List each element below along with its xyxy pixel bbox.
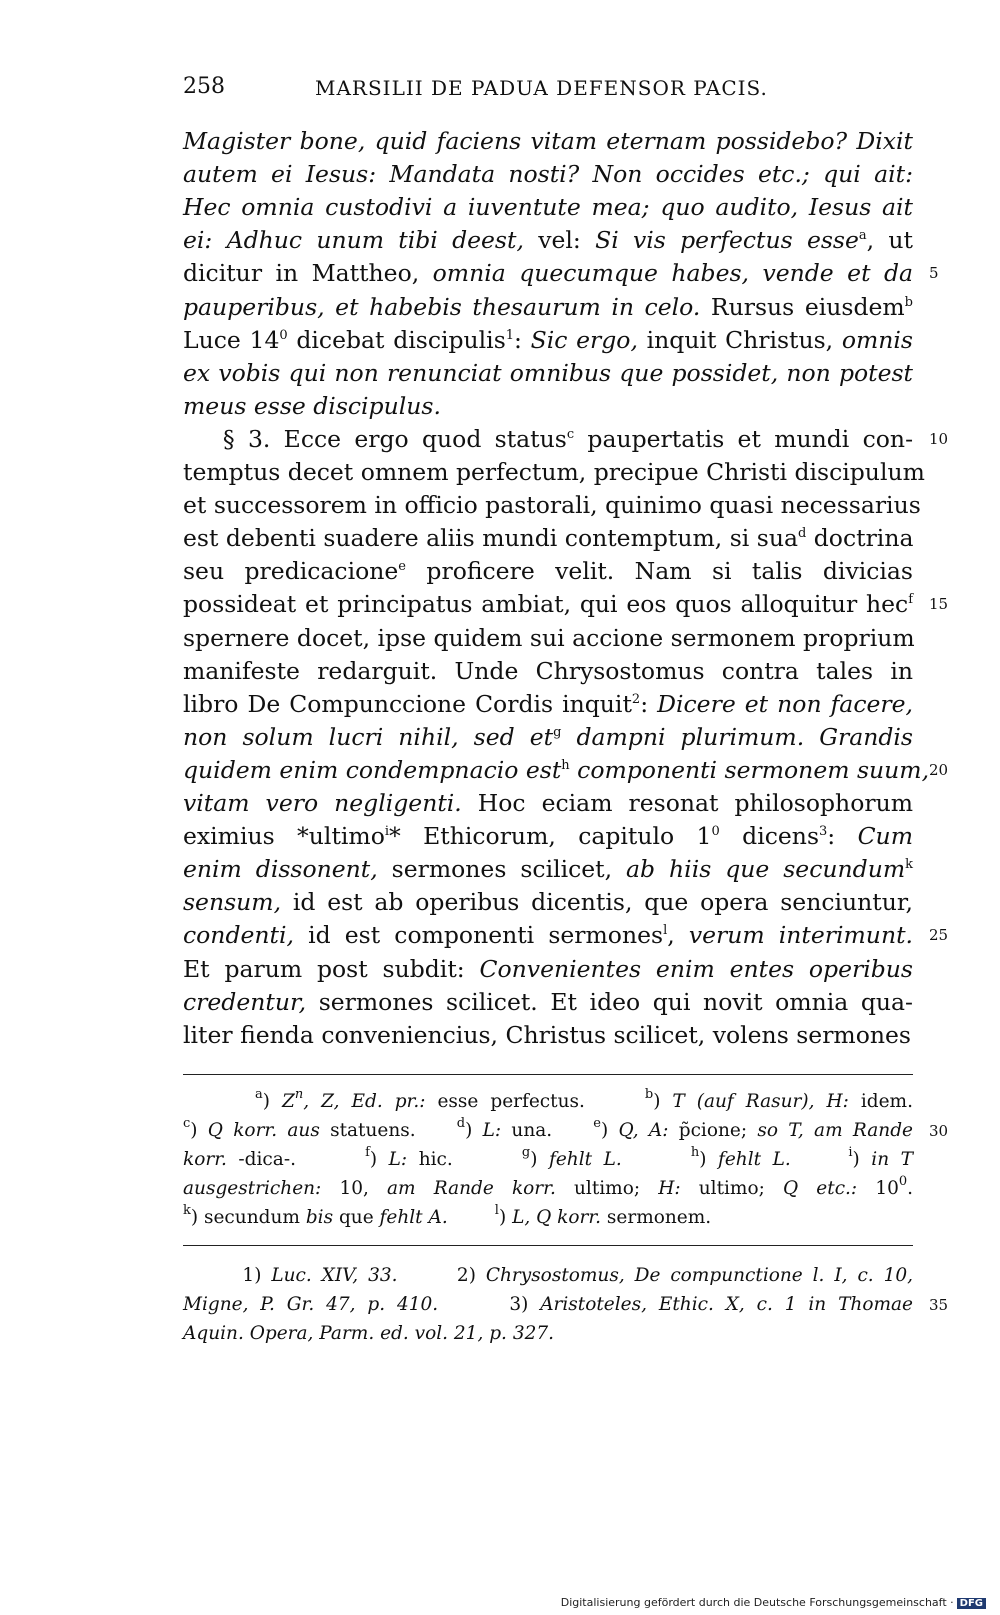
margin-line-number: 35 xyxy=(929,1296,949,1314)
text-line: seu predicacione$^e$ proficere velit. Nam si talis divicias xyxy=(183,557,913,586)
text-line: temptus decet omnem perfectum, precipue Christi discipulum xyxy=(183,458,925,486)
margin-line-number: 5 xyxy=(929,264,939,283)
footnote-line: 1) Luc. XIV, 33. 2) Chrysostomus, De compunctione l. I, c. 10, xyxy=(183,1265,914,1286)
text-line: ei: Adhuc unum tibi deest, vel: Si vis perfectus esse$^a$, ut xyxy=(183,226,913,255)
text-line: et successorem in officio pastorali, quinimo quasi necessarius xyxy=(183,491,921,520)
text-line: possideat et principatus ambiat, qui eos quos alloquitur hec$^f$ xyxy=(183,590,913,619)
text-line: liter fienda conveniencius, Christus scilicet, volens sermones xyxy=(183,1020,911,1049)
footnote-separator-rule xyxy=(183,1245,913,1246)
text-line: § 3. Ecce ergo quod status$^c$ paupertatis et mundi con- xyxy=(183,424,914,453)
margin-line-number: 30 xyxy=(929,1122,949,1140)
text-line: pauperibus, et habebis thesaurum in celo. Rursus eiusdem$^b$ xyxy=(183,292,913,321)
margin-line-number: 25 xyxy=(929,926,949,945)
text-line: sensum, id est ab operibus dicentis, que opera senciuntur, xyxy=(183,888,913,917)
page-header xyxy=(183,74,915,114)
footnote-separator-rule xyxy=(183,1074,913,1075)
page-number: 258 xyxy=(183,74,225,99)
text-line: enim dissonent, sermones scilicet, ab hiis que secundum$^k$ xyxy=(183,855,913,884)
text-line: Et parum post subdit: Convenientes enim entes operibus xyxy=(183,954,913,983)
text-line: meus esse discipulus. xyxy=(183,391,441,420)
apparatus-line: ausgestrichen: 10, am Rande korr. ultimo; H: ultimo; Q etc.: $10^0$. xyxy=(183,1174,914,1199)
text-line: condenti, id est componenti sermones$^l$, verum interimunt. xyxy=(183,921,913,950)
text-line: ex vobis qui non renunciat omnibus que possidet, non potest xyxy=(183,358,913,387)
margin-line-number: 15 xyxy=(929,595,949,614)
apparatus-line: korr. -dica-. $^f$) L: hic. $^g$) fehlt L. $^h$) fehlt L. $^i$) in T xyxy=(183,1145,913,1170)
text-line: eximius *ultimo$^i$* Ethicorum, capitulo $1^0$ dicens$^3$: Cum xyxy=(183,822,913,851)
text-line: non solum lucri nihil, sed $et^g$ dampni plurimum. Grandis xyxy=(183,722,913,751)
credit-text: Digitalisierung gefördert durch die Deutsche Forschungsgemeinschaft · xyxy=(560,1596,954,1609)
apparatus-line: $^c$) Q korr. aus statuens. $^d$) L: una. $^e$) Q, A: p̃cione; so T, am Rande xyxy=(183,1116,913,1141)
text-line: vitam vero negligenti. Hoc eciam resonat philosophorum xyxy=(183,789,913,817)
running-title: MARSILII DE PADUA DEFENSOR PACIS. xyxy=(315,76,768,100)
text-line: spernere docet, ipse quidem sui accione sermonem proprium xyxy=(183,623,915,652)
apparatus-line: $^a$) $Z^n$, Z, Ed. pr.: esse perfectus. $^b$) T (auf Rasur), H: idem. xyxy=(254,1087,913,1112)
text-line: Magister bone, quid faciens vitam eternam possidebo? Dixit xyxy=(183,127,913,155)
text-line: dicitur in Mattheo, omnia quecumque habes, vende et da xyxy=(183,259,914,288)
text-line: Luce $14^0$ dicebat discipulis$^1$: Sic ergo, inquit Christus, omnis xyxy=(183,325,913,354)
text-line: Hec omnia custodivi a iuventute mea; quo audito, Iesus ait xyxy=(183,193,913,222)
margin-line-number: 10 xyxy=(929,429,949,448)
margin-line-number: 20 xyxy=(929,760,949,779)
text-line: quidem enim condempnacio est$^h$ componenti sermonem suum, xyxy=(183,755,930,784)
text-line: credentur, sermones scilicet. Et ideo qui novit omnia qua- xyxy=(183,987,913,1016)
apparatus-line: $^k$) secundum bis que fehlt A. $^l$) L, Q korr. sermonem. xyxy=(183,1203,712,1228)
digitization-credit xyxy=(561,1596,986,1609)
text-line: est debenti suadere aliis mundi contemptum, si sua$^d$ doctrina xyxy=(183,524,914,553)
text-line: autem ei Iesus: Mandata nosti? Non occides etc.; qui ait: xyxy=(183,160,913,189)
footnote-line: Aquin. Opera, Parm. ed. vol. 21, p. 327. xyxy=(183,1323,555,1344)
footnote-line: Migne, P. Gr. 47, p. 410. 3) Aristoteles, Ethic. X, c. 1 in Thomae xyxy=(183,1294,913,1315)
text-line: libro De Compunccione Cordis inquit$^2$: Dicere et non facere, xyxy=(183,689,914,718)
text-line: manifeste redarguit. Unde Chrysostomus contra tales in xyxy=(183,656,913,685)
dfg-logo: DFG xyxy=(957,1598,986,1609)
